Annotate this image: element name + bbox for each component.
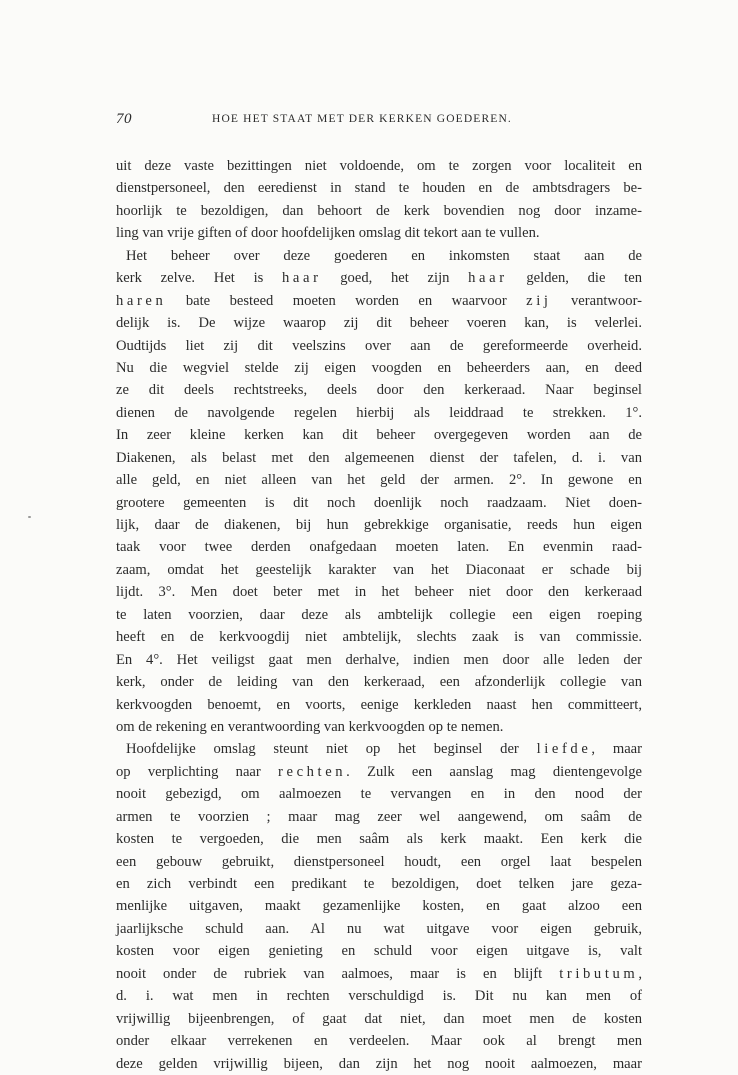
text-line: hoorlijk te bezoldigen, dan behoort de kerk bovendien nog door inzame-: [116, 202, 642, 219]
spaced-emphasis: liefde: [536, 741, 592, 758]
spaced-emphasis: haren: [116, 292, 167, 309]
text-line: en zich verbindt een predikant te bezoldigen, doet telken jare geza-: [116, 876, 642, 892]
body-text: [116, 155, 642, 1075]
spaced-emphasis: rechten: [278, 763, 347, 780]
text-line: lijk, daar de diakenen, bij hun gebrekkige organisatie, reeds hun eigen: [116, 517, 642, 533]
text-run: . Zulk een aanslag mag dientengevolge: [346, 763, 643, 780]
spaced-emphasis: haar: [282, 270, 322, 287]
text-line: uit deze vaste bezittingen niet voldoende, om te zorgen voor localiteit en: [116, 158, 642, 174]
text-line: In zeer kleine kerken kan dit beheer overgegeven worden aan de: [116, 427, 642, 444]
text-run: kerk zelve. Het is: [116, 270, 283, 287]
text-line: En 4°. Het veiligst gaat men derhalve, indien men door alle leden der: [116, 651, 642, 668]
text-line: te laten voorzien, daar deze als ambtelijk collegie een eigen roeping: [116, 606, 642, 623]
text-line: menlijke uitgaven, maakt gezamenlijke kosten, en gaat alzoo een: [116, 898, 642, 915]
text-line: lijdt. 3°. Men doet beter met in het beheer niet door den kerkeraad: [116, 584, 642, 601]
text-line: ze dit deels rechtstreeks, deels door den kerkeraad. Naar beginsel: [116, 382, 642, 399]
spaced-emphasis: zij: [526, 292, 552, 309]
text-line: armen te voorzien ; maar mag zeer wel aangewend, om saâm de: [116, 808, 642, 825]
spaced-emphasis: haar: [468, 270, 508, 287]
text-line: [116, 738, 642, 760]
running-title: HOE HET STAAT MET DER KERKEN GOEDEREN.: [212, 113, 512, 125]
text-line: [116, 267, 642, 289]
text-line: kosten te vergoeden, die men saâm als kerk maakt. Een kerk die: [116, 831, 642, 848]
text-line: Oudtijds liet zij dit veelszins over aan de gereformeerde overheid.: [116, 337, 642, 354]
text-line: Diakenen, als belast met den algemeenen dienst der tafelen, d. i. van: [116, 449, 642, 466]
text-line: taak voor twee derden onafgedaan moeten laten. En evenmin raad-: [116, 539, 642, 556]
text-line: dienen de navolgende regelen hierbij als leiddraad te strekken. 1°.: [116, 404, 642, 421]
text-line: dienstpersoneel, den eeredienst in stand te houden en de ambtsdragers be-: [116, 180, 642, 197]
text-run: Hoofdelijke omslag steunt niet op het beginsel der: [126, 741, 537, 758]
text-line: vrijwillig bijeenbrengen, of gaat dat niet, dan moet men de kosten: [116, 1010, 642, 1027]
text-run: bate besteed moeten worden en waarvoor: [166, 292, 527, 309]
spaced-emphasis: tributum: [559, 965, 639, 982]
text-run: gelden, die ten: [507, 270, 643, 287]
text-line: delijk is. De wijze waarop zij dit beheer voeren kan, is velerlei.: [116, 315, 642, 332]
page-number: 70: [116, 111, 132, 127]
text-line: deze gelden vrijwillig bijeen, dan zijn het nog nooit aalmoezen, maar: [116, 1055, 642, 1072]
text-line: Nu die wegviel stelde zij eigen voogden en beheerders aan, en deed: [116, 359, 642, 376]
text-line: nooit gebezigd, om aalmoezen te vervangen en in den nood der: [116, 786, 642, 803]
text-line: d. i. wat men in rechten verschuldigd is. Dit nu kan men of: [116, 988, 642, 1005]
text-line: onder elkaar verrekenen en verdeelen. Maar ook al brengt men: [116, 1033, 642, 1050]
text-line: alle geld, en niet alleen van het geld der armen. 2°. In gewone en: [116, 472, 642, 489]
margin-speck: [28, 516, 31, 518]
text-line: Het beheer over deze goederen en inkomsten staat aan de: [126, 247, 642, 264]
text-line: heeft en de kerkvoogdij niet ambtelijk, slechts zaak is van commissie.: [116, 629, 642, 646]
text-line: kosten voor eigen genieting en schuld voor eigen uitgave is, valt: [116, 943, 642, 960]
text-line: ling van vrije giften of door hoofdelijken omslag dit tekort aan te vullen.: [116, 225, 540, 242]
text-run: verantwoor-: [551, 292, 642, 309]
text-run: goed, het zijn: [321, 270, 469, 287]
text-run: nooit onder de rubriek van aalmoes, maar is en blijft: [116, 965, 560, 982]
page-header: [116, 111, 628, 131]
text-line: grootere gemeenten is dit noch doenlijk noch raadzaam. Niet doen-: [116, 494, 642, 511]
text-line: [116, 963, 642, 985]
text-run: , maar: [591, 741, 643, 758]
text-line: kerk, onder de leiding van den kerkeraad, een afzonderlijk collegie van: [116, 674, 642, 691]
text-line: een gebouw gebruikt, dienstpersoneel houdt, een orgel laat bespelen: [116, 853, 642, 870]
text-line: [116, 761, 642, 783]
text-line: kerkvoogden benoemt, en voorts, eenige kerkleden naast hen committeert,: [116, 696, 642, 713]
text-run: ,: [638, 965, 642, 982]
text-line: zaam, omdat het geestelijk karakter van het Diaconaat er schade bij: [116, 561, 642, 578]
text-line: [116, 290, 642, 312]
text-line: om de rekening en verantwoording van kerkvoogden op te nemen.: [116, 718, 504, 735]
text-line: jaarlijksche schuld aan. Al nu wat uitgave voor eigen gebruik,: [116, 920, 642, 937]
text-run: op verplichting naar: [116, 763, 279, 780]
